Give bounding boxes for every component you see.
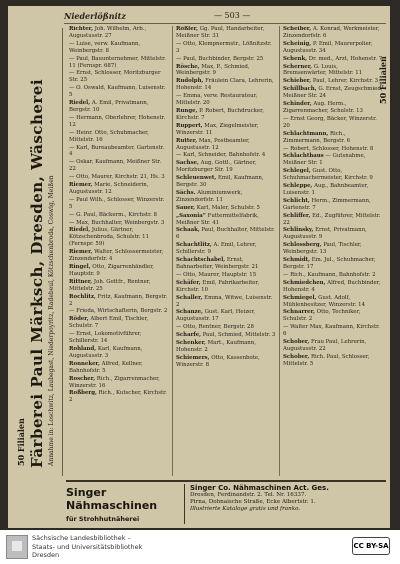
entry-name: Schlossberg,: [283, 242, 322, 249]
entry-name: Riedel,: [69, 227, 91, 234]
directory-entry: [69, 361, 169, 375]
entry-details: Max, Ziegelmeister, Winzerstr. 11: [176, 122, 259, 136]
entry-details: Futtermittelfabrik, Meißner Str. 41: [176, 212, 259, 226]
entry-name: Schlegel,: [283, 168, 311, 175]
directory-entry: [69, 174, 169, 181]
entry-name: Schanze,: [176, 309, 203, 316]
directory-entry: [283, 227, 383, 241]
directory-entry: [283, 26, 383, 40]
directory-entry: [69, 197, 169, 211]
library-line-3: Dresden: [32, 551, 60, 559]
entry-details: Emma, Witwe, Luisenstr. 2: [176, 294, 273, 308]
entry-name: Rohland,: [69, 345, 97, 352]
ad-right-title: Singer Co. Nähmaschinen Act. Ges.: [190, 484, 329, 492]
page-header: [64, 11, 386, 24]
directory-entry: [69, 212, 169, 219]
entry-details: Herm., Zimmermann, Gartenstr. 7: [283, 197, 371, 211]
entry-name: Schillbach,: [283, 86, 317, 93]
entry-details: A. Emil, Privatmann, Bergstr. 10: [69, 100, 149, 113]
directory-entry: [283, 309, 383, 323]
entry-details: Aug. Gottl., Gärtner, Moritzburger Str. 19: [176, 160, 257, 174]
entry-details: Joh. Gottfr., Rentner, Mittelstr. 25: [69, 278, 151, 292]
entry-name: Schachtschabel,: [176, 257, 226, 264]
entry-details: Alfred, Kellner, Bahnhofstr. 5: [69, 360, 143, 374]
directory-entry: [176, 205, 276, 212]
directory-entry: [176, 272, 276, 279]
entry-details: Gg. Paul, Handarbeiter, Meißner Str. 31: [176, 26, 265, 39]
directory-entry: [176, 355, 276, 369]
entry-details: — O. Oswald, Kaufmann, Luisenstr. 5: [69, 85, 166, 99]
entry-name: Riemer,: [69, 182, 93, 189]
directory-entry: [176, 242, 276, 256]
entry-name: Rößler,: [176, 26, 198, 32]
entry-name: Runge,: [176, 107, 198, 114]
directory-entry: [176, 295, 276, 309]
directory-entry: [283, 242, 383, 256]
entry-details: Paul, Tischler, Weinbergstr. 13: [283, 242, 362, 256]
directory-entry: [283, 280, 383, 294]
directory-entry: [176, 324, 276, 331]
entry-details: Gust. Adolf, Mühlenbesitzer, Winzerstr. 14: [283, 294, 366, 308]
entry-name: Scherner,: [283, 63, 313, 70]
directory-entry: [283, 324, 383, 338]
entry-details: Rich., Kutscher, Kirchstr. 2: [69, 390, 167, 404]
entry-name: Scharfe,: [176, 332, 202, 339]
entry-name: Scheiber,: [283, 26, 312, 32]
library-line-2: Staats- und Universitätsbibliothek: [32, 542, 143, 551]
entry-details: Mart., Kaufmann, Hohenstr. 2: [176, 340, 256, 353]
entry-name: Roscher,: [69, 375, 96, 382]
directory-entry: [176, 309, 276, 323]
directory-entry: [69, 346, 169, 360]
entry-details: Max, Postbeamter, Augustusstr. 12: [176, 137, 250, 151]
ad-right-address-1: Dresden, Ferdinandstr. 2. Tel. Nr. 16337.: [190, 492, 307, 498]
entry-name: Riedel,: [69, 100, 91, 107]
entry-details: Otto, Zigarrenhändler, Hauptstr. 9: [69, 264, 154, 277]
entry-details: Ernst, Privatmann, Augustusstr. 9: [283, 227, 367, 241]
entry-details: — Heinr. Otto, Schuhmacher, Mittelstr. 16: [69, 129, 149, 143]
entry-details: Julius, Gärtner, Kötzschenbroda, Schulstr. 11 (Fernspr. 59): [69, 227, 150, 248]
entry-details: G. Louis, Bremsenwärter, Mittelstr. 11: [283, 63, 363, 77]
entry-details: P. Emil, Maurerpolier, Augustusstr. 34: [283, 40, 373, 54]
directory-entry: [283, 101, 383, 115]
directory-entry: [283, 257, 383, 271]
entry-details: Ed., Zugführer, Mittelstr. 22: [283, 212, 381, 226]
entry-name: Schmidt,: [283, 257, 310, 264]
entry-name: Rochlitz,: [69, 293, 96, 300]
directory-entry: [69, 145, 169, 159]
entry-name: Riemer,: [69, 249, 93, 256]
entry-name: Schnarrer,: [283, 309, 315, 316]
directory-page: [8, 6, 390, 528]
entry-details: A. Konrad, Werkmeister, Zinzendorfstr. 6: [283, 26, 380, 39]
library-credit: [32, 534, 142, 560]
entry-name: Ringel,: [69, 264, 91, 270]
entry-details: — Max, Buchhalter, Weinbergstr. 3: [69, 219, 165, 226]
entry-details: Marie, Schneiderin, Augustusstr. 12: [69, 182, 149, 195]
directory-entry: [283, 116, 383, 130]
entry-details: Rich. Paul, Schlosser, Mittelstr. 5: [283, 353, 370, 367]
entry-name: Rudolph,: [176, 78, 204, 85]
directory-entry: [283, 272, 383, 279]
entry-details: Aug. Herm., Zigarrenmacher, Schulstr. 13: [283, 101, 363, 114]
ad-left-title: Singer Nähmaschinen: [66, 486, 158, 512]
directory-entry: [176, 152, 276, 159]
directory-entry: [283, 56, 383, 63]
directory-entry: [283, 183, 383, 197]
entry-details: Otto, Techniker, Schulstr. 2: [283, 309, 361, 323]
entry-details: — Otto, Maurer, Hauptstr. 15: [176, 271, 257, 278]
entry-name: Rösche,: [176, 63, 200, 70]
entry-name: Schieber,: [283, 78, 312, 85]
entry-details: Ernst, Bahnarbeiter, Weinbergstr. 21: [176, 257, 259, 270]
entry-details: — Walter Max, Kaufmann, Kirchstr. 6: [283, 324, 380, 338]
page-number: — 503 —: [214, 11, 251, 20]
directory-entry: [176, 93, 276, 107]
entry-name: Schiemers,: [176, 354, 210, 361]
directory-entry: [176, 227, 276, 241]
directory-entry: [176, 332, 276, 339]
directory-columns: [66, 26, 386, 476]
entry-details: Em. Jul., Schuhmacher, Bergstr. 17: [283, 257, 376, 270]
entry-details: Aluminiumwerk, Zinzendorfstr. 11: [176, 189, 243, 203]
entry-details: — Frieda, Wirtschafterin, Bergstr. 2: [69, 308, 168, 315]
directory-entry: [283, 295, 383, 309]
entry-details: G. Ernst, Zeugschmied, Meißner Str. 24: [283, 86, 383, 100]
bottom-advertisement: [66, 480, 386, 528]
entry-details: A. Emil, Lehrer, Schillerstr. 9: [176, 242, 257, 256]
entry-name: Schenker,: [176, 340, 206, 347]
entry-name: Schlicht,: [283, 197, 310, 204]
entry-details: Alfred, Buchbinder, Hohenstr. 4: [283, 279, 381, 293]
ad-right-address-2: Pirna, Dohnaische Straße, Ecke Albertstr. 1.: [190, 499, 316, 505]
entry-name: Sachse,: [176, 160, 199, 167]
entry-details: — Rich., Kaufmann, Bahnhofstr. 2: [283, 271, 376, 278]
column-3: [279, 26, 386, 476]
entry-name: Roßberg,: [69, 390, 97, 397]
section-title: Niederlößnitz: [64, 11, 126, 21]
entry-name: Ruppert,: [176, 122, 203, 129]
entry-details: — Gutsnahme, Meißner Str. 1: [283, 153, 366, 167]
directory-entry: [283, 146, 383, 153]
entry-name: Schliffer,: [283, 212, 311, 219]
directory-entry: [176, 280, 276, 294]
entry-details: — Ernst, Lokomotivführer, Schillerstr. 14: [69, 331, 142, 345]
entry-details: Joh. Wilhelm, Arb., Augustusstr. 27: [69, 26, 147, 39]
entry-name: Schlachtmann,: [283, 130, 329, 137]
entry-details: Dr. med., Arzt, Hohenstr. 7: [308, 55, 383, 62]
entry-details: — Ernst, Schlosser, Moritzburger Str. 25: [69, 70, 161, 84]
directory-entry: [283, 339, 383, 353]
license-badge[interactable]: CC BY-SA: [352, 537, 390, 555]
directory-entry: [69, 26, 169, 40]
library-footer: [0, 530, 400, 564]
entry-details: P. Robert, Buchdrucker, Kirchstr. 7: [176, 107, 264, 121]
directory-entry: [176, 160, 276, 174]
entry-name: Schleppe,: [283, 183, 313, 190]
directory-entry: [69, 41, 169, 55]
entry-details: Paul, Schmied, Mittelstr. 3: [202, 332, 276, 339]
column-2: [172, 26, 279, 476]
entry-details: — G. Paul, Bäckerm., Kirchstr. 8: [69, 211, 157, 218]
directory-entry: [69, 264, 169, 278]
entry-name: Schlachthaus: [283, 153, 324, 160]
directory-entry: [176, 108, 276, 122]
directory-entry: [69, 130, 169, 144]
entry-details: Albert Emil, Tischler, Schulstr. 7: [69, 316, 149, 330]
vertical-locations: Annahme in: Loschwitz, Laubegast, Niederpoyritz, Radebeul, Kötzschenbroda, Coswig, Meißen: [48, 175, 55, 466]
entry-details: — Emma, verw. Restaurateur, Mittelstr. 20: [176, 93, 258, 107]
directory-entry: [69, 115, 169, 129]
entry-name: Schober,: [283, 339, 310, 346]
directory-entry: [69, 100, 169, 114]
directory-entry: [176, 26, 276, 40]
directory-entry: [283, 153, 383, 167]
directory-entry: [283, 41, 383, 55]
directory-entry: [69, 331, 169, 345]
entry-details: — Hermann, Oberlehrer, Hohenstr. 12: [69, 114, 166, 128]
directory-entry: [176, 213, 276, 227]
ad-right-catalog-note: Illustrierte Kataloge gratis und franko.: [190, 506, 301, 512]
directory-entry: [69, 56, 169, 70]
entry-details: — Paul Wilh., Schlosser, Winzerstr. 5: [69, 196, 165, 210]
entry-details: Paul, Buchhalter, Mittelstr. 6: [176, 227, 275, 241]
entry-details: Fräulein Clara, Lehrerin, Hohenstr. 14: [176, 78, 274, 92]
entry-name: Schlinsky,: [283, 227, 314, 234]
entry-details: Emil, Kaufmann, Bergstr. 30: [176, 175, 264, 189]
entry-details: Fritz, Kaufmann, Bergstr. 2: [69, 293, 168, 307]
entry-details: Emil, Fabrikarbeiter, Kirchstr. 10: [176, 279, 260, 293]
entry-details: Rich., Zigarrenmacher, Winzerstr. 16: [69, 375, 160, 389]
entry-details: Frau Paul, Lehrerin, Augustusstr. 22: [283, 339, 367, 352]
directory-entry: [176, 138, 276, 152]
entry-details: — Paul, Bauunternehmer, Mittelstr. 11 (Fernspr. 687): [69, 55, 166, 69]
entry-details: Karl, Maler, Schulstr. 5: [196, 204, 260, 211]
directory-entry: [176, 78, 276, 92]
entry-name: Schinder,: [283, 101, 312, 108]
directory-entry: [69, 308, 169, 315]
directory-entry: [69, 316, 169, 330]
directory-entry: [283, 354, 383, 368]
vertical-branch-count-right: 50 Filialen: [378, 56, 388, 104]
ad-singer-right: [190, 484, 386, 513]
directory-entry: [176, 175, 276, 189]
entry-details: — Ernst Georg, Bäcker, Winzerstr. 20: [283, 115, 377, 129]
directory-entry: [69, 294, 169, 308]
entry-details: Gust. Otto, Schuhmachermeister, Kirchstr. 9: [283, 168, 373, 182]
directory-entry: [176, 64, 276, 78]
entry-name: Schaller,: [176, 294, 203, 301]
entry-details: — Robert, Schlosser, Hohenstr. 8: [283, 145, 374, 152]
entry-name: Schäfer,: [176, 279, 201, 286]
directory-entry: [69, 220, 169, 227]
entry-name: Ronneker,: [69, 360, 100, 367]
directory-entry: [69, 159, 169, 173]
directory-entry: [69, 390, 169, 404]
entry-details: Max, P., Schmied, Weinbergstr. 9: [176, 63, 250, 77]
entry-name: Scheinig,: [283, 40, 312, 47]
directory-entry: [283, 78, 383, 85]
directory-entry: [176, 257, 276, 271]
vertical-branch-count-left: 50 Filialen: [16, 418, 26, 466]
entry-details: — Luise, verw. Kaufmann, Weinbergstr. 8: [69, 40, 141, 54]
entry-name: Schenk,: [283, 55, 308, 62]
entry-name: Schleuenwet,: [176, 175, 217, 182]
entry-details: Rich., Zimmermann, Bergstr. 6: [283, 130, 351, 144]
directory-entry: [69, 182, 169, 196]
directory-entry: [176, 41, 276, 55]
entry-name: Rittner,: [69, 278, 93, 285]
directory-entry: [69, 376, 169, 390]
entry-details: Paul, Lehrer, Kirchstr. 3: [312, 78, 379, 85]
entry-name: Rutter,: [176, 137, 198, 144]
entry-details: Karl, Kaufmann, Augustusstr. 3: [69, 345, 143, 359]
entry-name: Schober,: [283, 353, 310, 360]
entry-details: Walter, Schlossermeister, Zinzendorfstr. 4: [69, 249, 164, 263]
library-logo-icon: [6, 535, 28, 559]
directory-entry: [283, 213, 383, 227]
directory-entry: [176, 190, 276, 204]
entry-name: Schachtlitz,: [176, 242, 212, 249]
directory-entry: [283, 198, 383, 212]
directory-entry: [69, 249, 169, 263]
directory-entry: [283, 131, 383, 145]
directory-entry: [283, 168, 383, 182]
entry-details: — Otto, Klempnermstr., Lößnitzstr. 3: [176, 40, 272, 54]
library-line-1: Sächsische Landesbibliothek –: [32, 534, 131, 542]
directory-entry: [69, 85, 169, 99]
entry-details: — Karl, Bureaubeamter, Gartenstr. 4: [69, 144, 165, 158]
entry-name: Röder,: [69, 316, 89, 323]
entry-name: Schmiegel,: [283, 294, 317, 301]
entry-details: Otto, Kassenbote, Winzerstr. 8: [176, 354, 260, 368]
entry-details: — Otto, Rentner, Bergstr. 28: [176, 324, 254, 331]
entry-name: „Saxonia“: [176, 212, 206, 219]
vertical-company-title: Färberei Paul Märksch, Dresden, Wäscherei: [28, 78, 46, 468]
ad-singer-left: [66, 484, 185, 524]
directory-entry: [176, 56, 276, 63]
entry-name: Richter,: [69, 26, 93, 32]
entry-details: — Paul, Buchbinder, Bergstr. 25: [176, 55, 264, 62]
directory-entry: [283, 86, 383, 100]
directory-entry: [176, 340, 276, 354]
entry-details: Aug., Bahnbeamter, Luisenstr. 1: [283, 183, 369, 196]
entry-name: Sauer,: [176, 204, 196, 211]
directory-entry: [283, 64, 383, 78]
directory-entry: [176, 123, 276, 137]
ad-left-subtitle: für Strohhutnäherei: [66, 515, 140, 523]
entry-name: Sächs.: [176, 189, 196, 196]
entry-details: Gust. Karl, Heizer, Augustusstr. 17: [176, 309, 256, 323]
entry-details: — Karl, Schneider, Bahnhofstr. 4: [176, 152, 266, 159]
entry-name: Schaak,: [176, 227, 200, 234]
directory-entry: [69, 227, 169, 248]
column-1: [66, 26, 172, 476]
directory-entry: [69, 70, 169, 84]
vertical-advertisement: [10, 28, 63, 476]
entry-details: — Otto, Maurer, Kirchstr. 21, Hs. 3: [69, 174, 165, 181]
entry-name: Schmiedchen,: [283, 279, 326, 286]
directory-entry: [69, 279, 169, 293]
entry-details: — Oskar, Kaufmann, Meißner Str. 22: [69, 159, 162, 173]
